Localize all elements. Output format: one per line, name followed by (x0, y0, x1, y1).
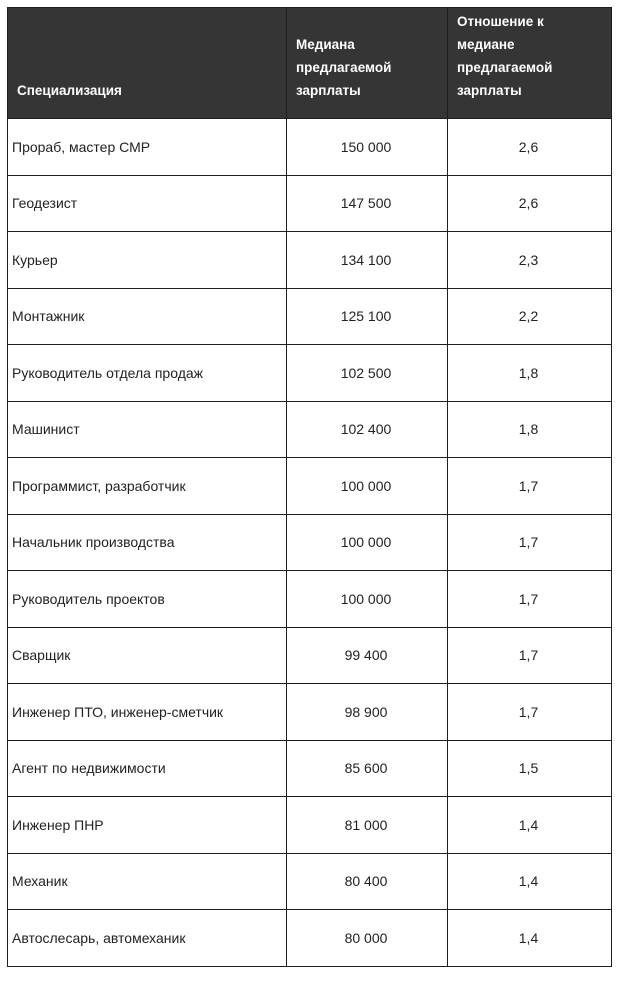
header-row (8, 8, 612, 119)
cell-specialization: Руководитель отдела продаж (8, 345, 287, 402)
table-row (8, 627, 612, 684)
cell-ratio: 2,2 (448, 288, 612, 345)
cell-specialization: Сварщик (8, 627, 287, 684)
cell-specialization: Руководитель проектов (8, 571, 287, 628)
table-row (8, 797, 612, 854)
cell-ratio: 1,7 (448, 514, 612, 571)
cell-median-salary: 134 100 (287, 232, 448, 289)
table-row (8, 458, 612, 515)
cell-specialization: Геодезист (8, 175, 287, 232)
cell-specialization: Курьер (8, 232, 287, 289)
table-row (8, 740, 612, 797)
cell-median-salary: 150 000 (287, 119, 448, 176)
table-row (8, 232, 612, 289)
cell-ratio: 1,5 (448, 740, 612, 797)
cell-ratio: 1,8 (448, 401, 612, 458)
header-specialization: Специализация (8, 8, 287, 119)
table-row (8, 684, 612, 741)
cell-ratio: 2,6 (448, 175, 612, 232)
cell-median-salary: 102 400 (287, 401, 448, 458)
cell-specialization: Монтажник (8, 288, 287, 345)
cell-median-salary: 125 100 (287, 288, 448, 345)
cell-ratio: 1,4 (448, 853, 612, 910)
cell-median-salary: 100 000 (287, 458, 448, 515)
header-median-salary: Медиана предлагаемой зарплаты (287, 8, 448, 119)
table-row (8, 514, 612, 571)
cell-median-salary: 99 400 (287, 627, 448, 684)
cell-ratio: 1,4 (448, 910, 612, 967)
cell-median-salary: 147 500 (287, 175, 448, 232)
cell-specialization: Агент по недвижимости (8, 740, 287, 797)
cell-median-salary: 100 000 (287, 571, 448, 628)
cell-median-salary: 80 000 (287, 910, 448, 967)
cell-median-salary: 102 500 (287, 345, 448, 402)
cell-specialization: Механик (8, 853, 287, 910)
table-row (8, 288, 612, 345)
cell-specialization: Машинист (8, 401, 287, 458)
cell-specialization: Прораб, мастер СМР (8, 119, 287, 176)
cell-specialization: Автослесарь, автомеханик (8, 910, 287, 967)
cell-specialization: Инженер ПТО, инженер-сметчик (8, 684, 287, 741)
table-row (8, 853, 612, 910)
cell-ratio: 1,7 (448, 458, 612, 515)
cell-median-salary: 85 600 (287, 740, 448, 797)
cell-ratio: 1,7 (448, 571, 612, 628)
header-ratio: Отношение к медиане предлагаемой зарплаты (448, 8, 612, 119)
cell-specialization: Программист, разработчик (8, 458, 287, 515)
cell-median-salary: 100 000 (287, 514, 448, 571)
cell-median-salary: 98 900 (287, 684, 448, 741)
salary-table-container (7, 7, 611, 967)
cell-median-salary: 81 000 (287, 797, 448, 854)
table-body (8, 119, 612, 967)
cell-ratio: 1,4 (448, 797, 612, 854)
table-row (8, 345, 612, 402)
cell-specialization: Начальник производства (8, 514, 287, 571)
cell-ratio: 1,7 (448, 684, 612, 741)
cell-ratio: 1,7 (448, 627, 612, 684)
cell-specialization: Инженер ПНР (8, 797, 287, 854)
cell-ratio: 1,8 (448, 345, 612, 402)
table-row (8, 175, 612, 232)
cell-ratio: 2,6 (448, 119, 612, 176)
salary-table (7, 7, 612, 967)
table-row (8, 910, 612, 967)
table-row (8, 401, 612, 458)
cell-ratio: 2,3 (448, 232, 612, 289)
table-row (8, 119, 612, 176)
cell-median-salary: 80 400 (287, 853, 448, 910)
table-row (8, 571, 612, 628)
